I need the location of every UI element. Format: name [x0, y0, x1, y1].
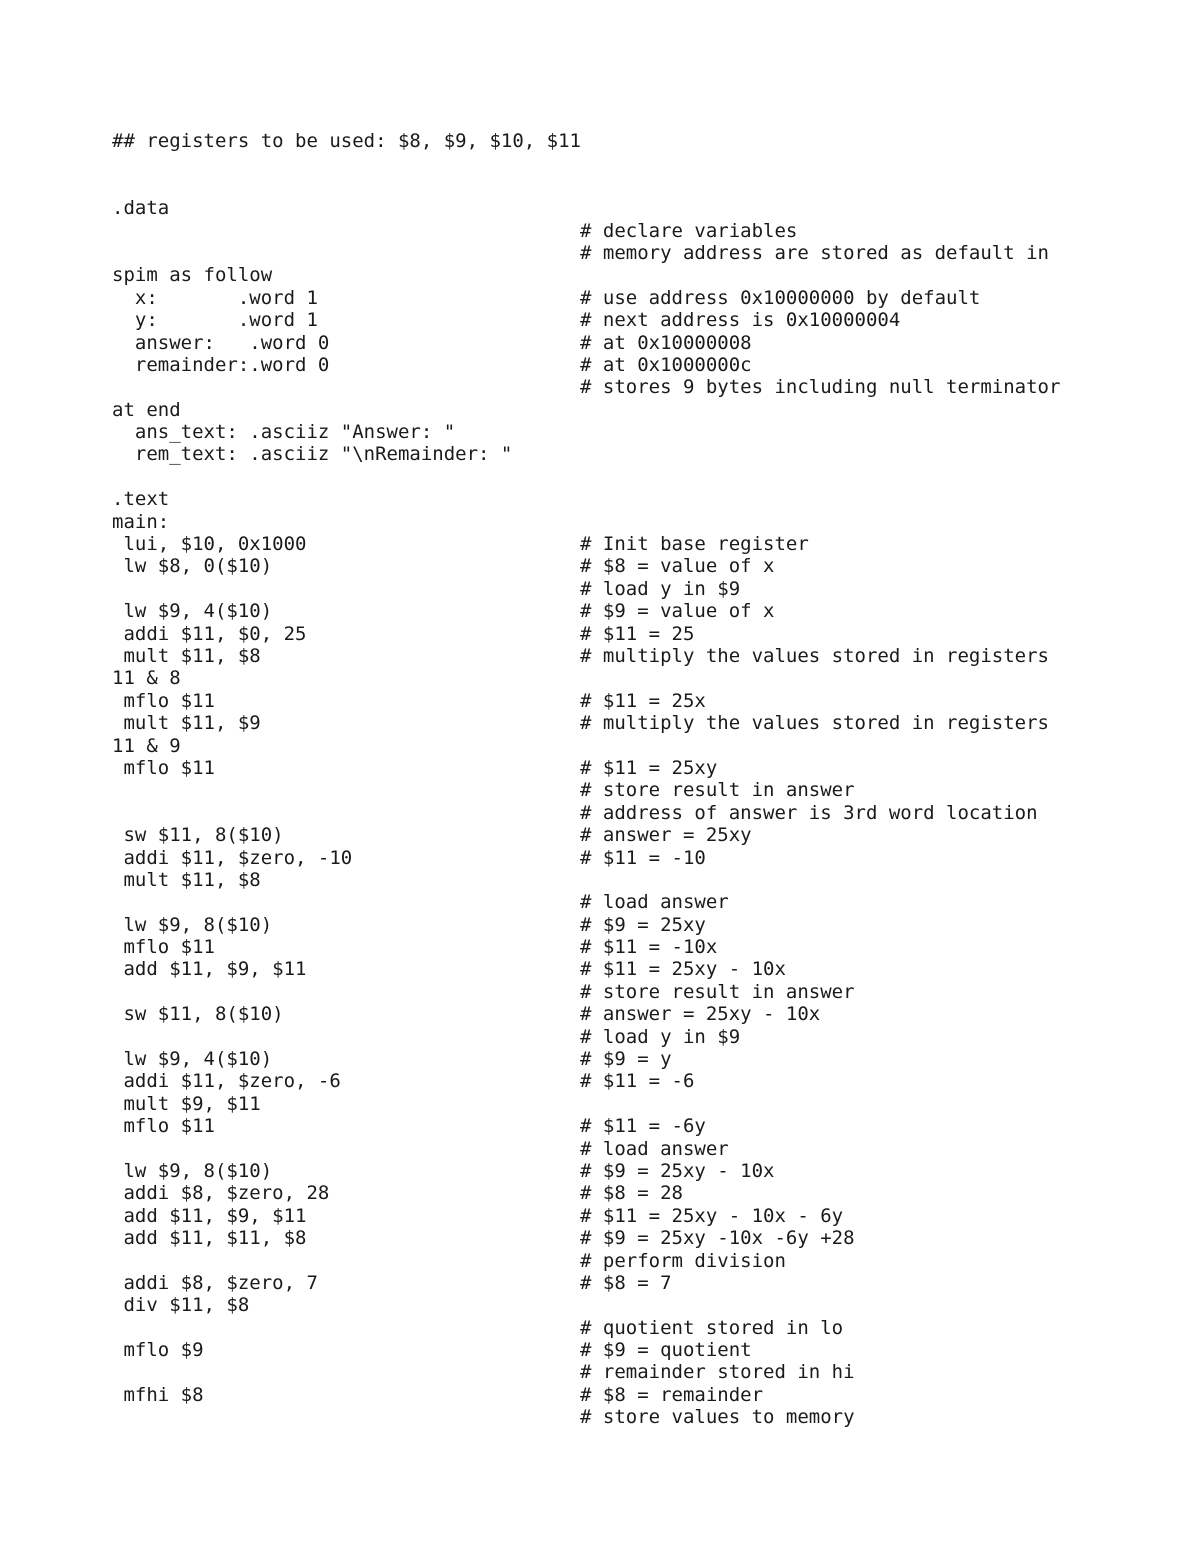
code-text: .text — [112, 488, 170, 511]
comment-text: # store values to memory — [580, 1406, 855, 1429]
comment-text: # $9 = 25xy -10x -6y +28 — [580, 1227, 855, 1250]
code-line — [112, 1003, 1112, 1025]
code-text: mflo $11 — [112, 689, 215, 712]
code-text: addi $8, $zero, 7 — [112, 1271, 318, 1294]
code-text: lw $9, 4($10) — [112, 600, 273, 623]
code-line — [112, 555, 1112, 577]
code-line — [112, 1384, 1112, 1406]
code-line — [112, 220, 1112, 242]
code-text: answer: .word 0 — [112, 331, 330, 354]
comment-text: # load answer — [580, 1137, 729, 1160]
code-line — [112, 1250, 1112, 1272]
comment-text: # at 0x1000000c — [580, 353, 752, 376]
code-line — [112, 197, 1112, 219]
code-line — [112, 242, 1112, 264]
comment-text: # Init base register — [580, 533, 809, 556]
code-text: add $11, $9, $11 — [112, 1204, 307, 1227]
comment-text: # $11 = -6y — [580, 1115, 706, 1138]
code-line — [112, 690, 1112, 712]
comment-text: # load answer — [580, 891, 729, 914]
code-line — [112, 443, 1112, 465]
code-text: sw $11, 8($10) — [112, 1003, 284, 1026]
comment-text: # multiply the values stored in registers — [580, 644, 1049, 667]
code-text: mult $9, $11 — [112, 1092, 261, 1115]
comment-text: # at 0x10000008 — [580, 331, 752, 354]
code-line — [112, 1093, 1112, 1115]
code-text: mflo $11 — [112, 756, 215, 779]
code-line — [112, 175, 1112, 197]
code-text: mult $11, $8 — [112, 644, 261, 667]
code-line — [112, 891, 1112, 913]
code-text: addi $11, $0, 25 — [112, 622, 307, 645]
code-text: addi $11, $zero, -10 — [112, 846, 353, 869]
comment-text: # multiply the values stored in registers — [580, 712, 1049, 735]
code-text: lui, $10, 0x1000 — [112, 533, 307, 556]
code-text: addi $11, $zero, -6 — [112, 1070, 341, 1093]
comment-text: # $8 = 28 — [580, 1182, 683, 1205]
comment-text: # $11 = 25xy - 10x - 6y — [580, 1204, 844, 1227]
comment-text: # load y in $9 — [580, 1025, 741, 1048]
comment-text: # $9 = 25xy - 10x — [580, 1159, 775, 1182]
code-line — [112, 1205, 1112, 1227]
comment-text: # memory address are stored as default in — [580, 241, 1049, 264]
code-line — [112, 1317, 1112, 1339]
comment-text: # answer = 25xy - 10x — [580, 1003, 821, 1026]
code-text: div $11, $8 — [112, 1294, 250, 1317]
code-line — [112, 757, 1112, 779]
comment-text: # $8 = remainder — [580, 1383, 764, 1406]
code-text: mflo $11 — [112, 936, 215, 959]
code-text: lw $8, 0($10) — [112, 555, 273, 578]
code-line — [112, 309, 1112, 331]
comment-text: # $11 = 25 — [580, 622, 695, 645]
code-text: mfhi $8 — [112, 1383, 204, 1406]
comment-text: # stores 9 bytes including null terminator — [580, 376, 1061, 399]
code-line — [112, 421, 1112, 443]
code-text: mult $11, $8 — [112, 868, 261, 891]
code-line — [112, 667, 1112, 689]
code-line — [112, 735, 1112, 757]
code-text: at end — [112, 398, 181, 421]
code-line — [112, 354, 1112, 376]
comment-text: # store result in answer — [580, 980, 855, 1003]
comment-text: # address of answer is 3rd word location — [580, 801, 1038, 824]
code-text: ans_text: .asciiz "Answer: " — [112, 421, 456, 444]
comment-text: # declare variables — [580, 219, 798, 242]
comment-text: # use address 0x10000000 by default — [580, 286, 981, 309]
code-line — [112, 623, 1112, 645]
comment-text: # $11 = 25xy - 10x — [580, 958, 786, 981]
code-text: addi $8, $zero, 28 — [112, 1182, 330, 1205]
comment-text: # $11 = 25xy — [580, 756, 718, 779]
code-text: remainder:.word 0 — [112, 353, 330, 376]
code-line — [112, 1160, 1112, 1182]
code-text: .data — [112, 197, 170, 220]
comment-text: # $9 = y — [580, 1048, 672, 1071]
code-line — [112, 1115, 1112, 1137]
code-line — [112, 1406, 1112, 1428]
code-line — [112, 981, 1112, 1003]
code-line — [112, 399, 1112, 421]
code-line — [112, 869, 1112, 891]
code-line — [112, 1070, 1112, 1092]
comment-text: # $8 = value of x — [580, 555, 775, 578]
code-line — [112, 264, 1112, 286]
code-text: 11 & 8 — [112, 667, 181, 690]
comment-text: # store result in answer — [580, 779, 855, 802]
code-line — [112, 847, 1112, 869]
code-text: add $11, $9, $11 — [112, 958, 307, 981]
assembly-listing — [112, 130, 1112, 1429]
comment-text: # $9 = value of x — [580, 600, 775, 623]
comment-text: # perform division — [580, 1249, 786, 1272]
code-line — [112, 511, 1112, 533]
comment-text: # answer = 25xy — [580, 824, 752, 847]
comment-text: # $8 = 7 — [580, 1271, 672, 1294]
code-line — [112, 332, 1112, 354]
code-text: x: .word 1 — [112, 286, 318, 309]
code-text: mult $11, $9 — [112, 712, 261, 735]
code-line — [112, 1272, 1112, 1294]
comment-text: # remainder stored in hi — [580, 1361, 855, 1384]
code-line — [112, 1361, 1112, 1383]
code-text: ## registers to be used: $8, $9, $10, $11 — [112, 130, 581, 152]
code-line — [112, 802, 1112, 824]
code-line — [112, 466, 1112, 488]
code-line — [112, 1138, 1112, 1160]
comment-text: # $9 = 25xy — [580, 913, 706, 936]
code-text: sw $11, 8($10) — [112, 824, 284, 847]
code-text: lw $9, 8($10) — [112, 1159, 273, 1182]
code-line — [112, 1294, 1112, 1316]
code-line — [112, 376, 1112, 398]
code-line — [112, 779, 1112, 801]
code-line — [112, 600, 1112, 622]
code-line — [112, 488, 1112, 510]
comment-text: # $11 = 25x — [580, 689, 706, 712]
code-line — [112, 130, 1112, 152]
code-text: lw $9, 8($10) — [112, 913, 273, 936]
comment-text: # $11 = -10 — [580, 846, 706, 869]
code-line — [112, 1048, 1112, 1070]
code-line — [112, 1227, 1112, 1249]
code-line — [112, 645, 1112, 667]
comment-text: # $9 = quotient — [580, 1339, 752, 1362]
comment-text: # $11 = -10x — [580, 936, 718, 959]
code-line — [112, 824, 1112, 846]
code-line — [112, 712, 1112, 734]
code-line — [112, 1339, 1112, 1361]
code-line — [112, 958, 1112, 980]
comment-text: # $11 = -6 — [580, 1070, 695, 1093]
comment-text: # quotient stored in lo — [580, 1316, 844, 1339]
code-text: y: .word 1 — [112, 309, 318, 332]
code-text: add $11, $11, $8 — [112, 1227, 307, 1250]
code-line — [112, 1182, 1112, 1204]
comment-text: # load y in $9 — [580, 577, 741, 600]
code-line — [112, 533, 1112, 555]
code-text: lw $9, 4($10) — [112, 1048, 273, 1071]
code-text: spim as follow — [112, 264, 273, 287]
code-line — [112, 1026, 1112, 1048]
code-text: mflo $9 — [112, 1339, 204, 1362]
code-line — [112, 914, 1112, 936]
comment-text: # next address is 0x10000004 — [580, 309, 901, 332]
code-line — [112, 152, 1112, 174]
code-text: mflo $11 — [112, 1115, 215, 1138]
code-line — [112, 287, 1112, 309]
code-text: main: — [112, 510, 170, 533]
code-text: 11 & 9 — [112, 734, 181, 757]
code-text: rem_text: .asciiz "\nRemainder: " — [112, 443, 513, 466]
code-line — [112, 578, 1112, 600]
code-line — [112, 936, 1112, 958]
